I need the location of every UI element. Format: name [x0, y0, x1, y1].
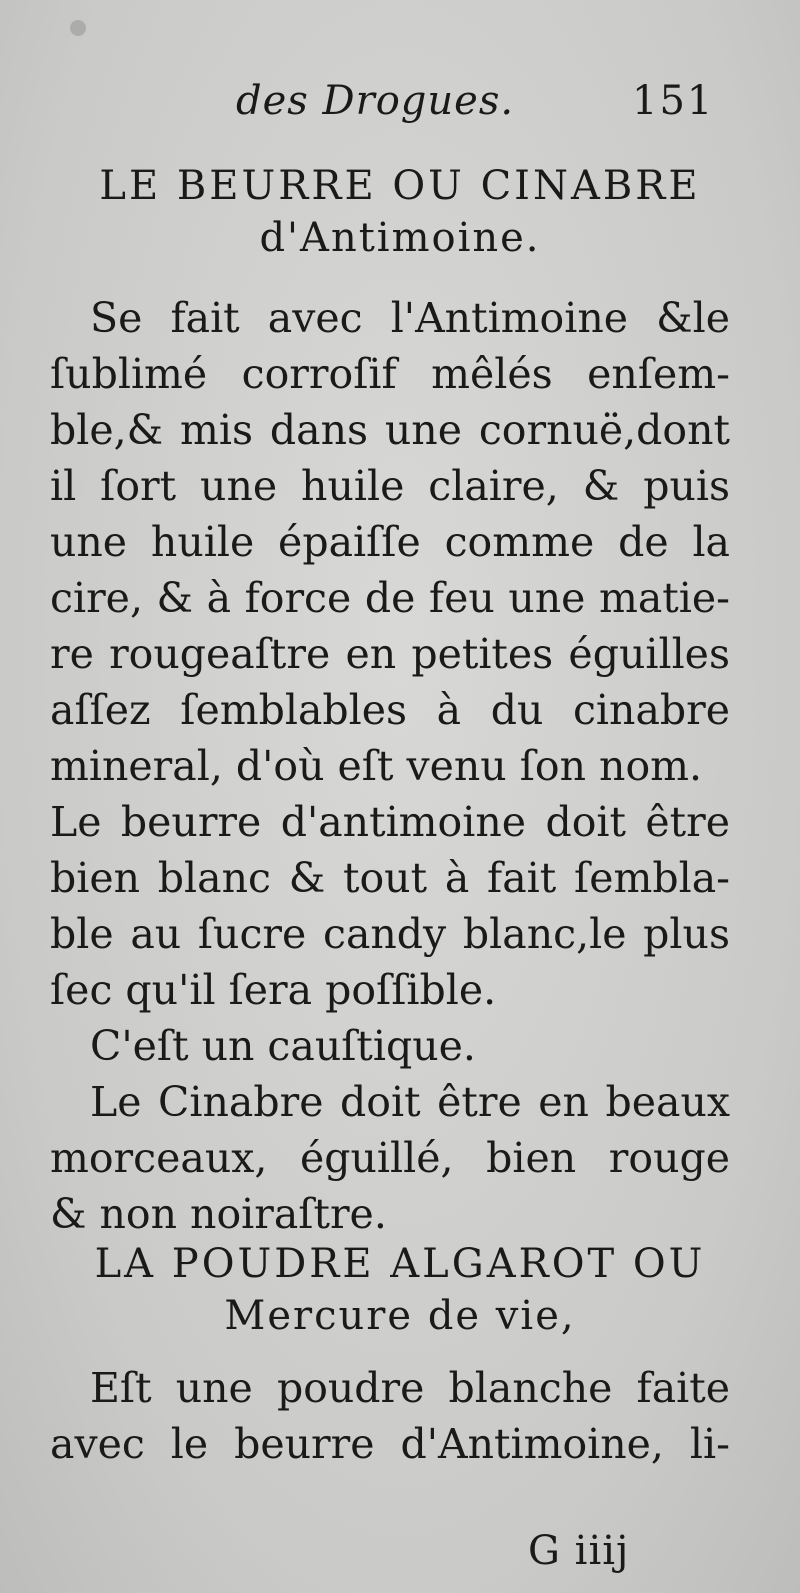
text-line: ſec qu'il ſera poſſible.	[50, 966, 497, 1014]
text-line: aſſez ſemblables à du cinabre	[50, 686, 730, 734]
text-line: re rougeaſtre en petites éguilles	[50, 630, 730, 678]
signature-mark: G iiij	[528, 1528, 630, 1574]
running-title: des Drogues.	[236, 78, 515, 124]
text-line: C'eſt un cauſtique.	[90, 1022, 476, 1070]
text-line: morceaux, éguillé, bien rouge	[50, 1134, 730, 1182]
text-line: Le Cinabre doit être en beaux	[90, 1078, 730, 1126]
text-line: ſublimé corroſif mêlés enſem-	[50, 350, 730, 398]
section-heading-beurre	[50, 160, 750, 264]
ink-smudge	[70, 20, 86, 36]
text-line: avec le beurre d'Antimoine, li-	[50, 1420, 730, 1468]
text-line: Eſt une poudre blanche faite	[90, 1364, 730, 1412]
text-line: Le beurre d'antimoine doit être	[50, 798, 730, 846]
heading-line: LA POUDRE ALGAROT OU	[94, 1241, 706, 1287]
text-line: cire, & à force de feu une matie-	[50, 574, 730, 622]
section-body-beurre	[50, 290, 730, 1242]
text-line: & non noiraſtre.	[50, 1190, 387, 1238]
text-line: une huile épaiſſe comme de la	[50, 518, 730, 566]
heading-line: LE BEURRE OU CINABRE	[99, 163, 701, 209]
text-line: ble au ſucre candy blanc,le plus	[50, 910, 730, 958]
section-body-algarot	[50, 1360, 730, 1472]
text-line: bien blanc & tout à fait ſembla-	[50, 854, 730, 902]
page-number: 151	[632, 78, 715, 124]
running-head	[0, 78, 800, 138]
text-line: ble,& mis dans une cornuë,dont	[50, 406, 730, 454]
text-line: mineral, d'où eſt venu ſon nom.	[50, 742, 703, 790]
text-line: Se fait avec l'Antimoine &le	[90, 294, 730, 342]
text-line: il ſort une huile claire, & puis	[50, 462, 730, 510]
heading-line: d'Antimoine.	[259, 215, 541, 261]
heading-line: Mercure de vie,	[224, 1293, 576, 1339]
section-heading-algarot	[50, 1238, 750, 1342]
